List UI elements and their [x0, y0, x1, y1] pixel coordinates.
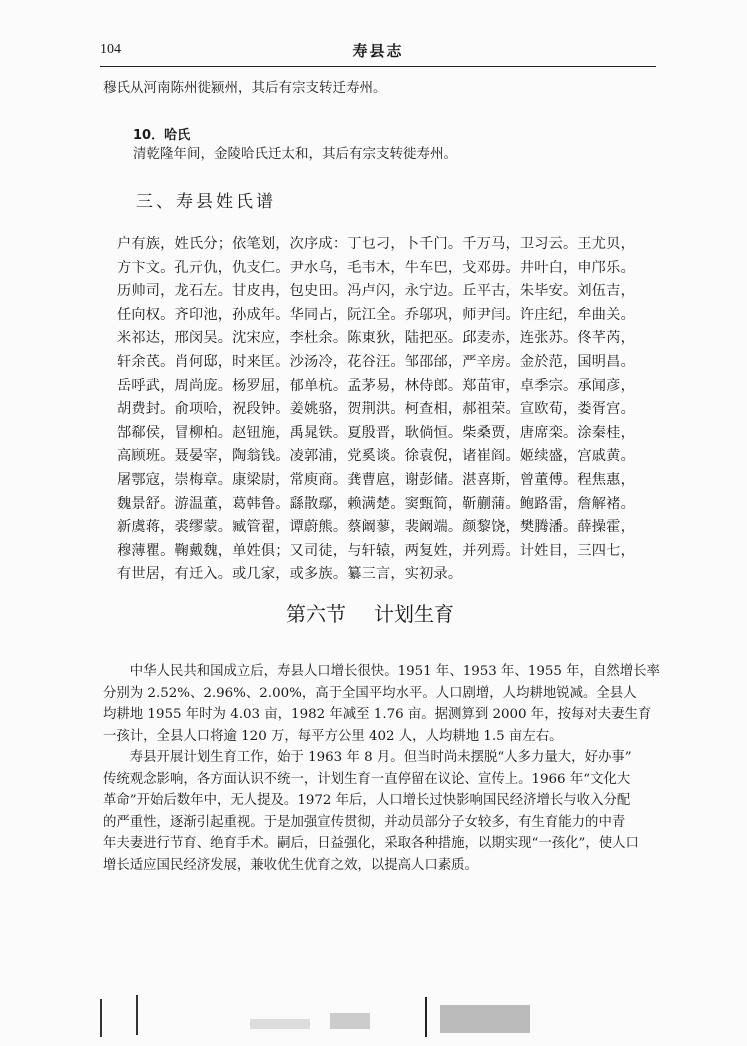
hashi-paragraph: 清乾隆年间，金陵哈氏迁太和，其后有宗支转徙寿州。	[133, 146, 457, 162]
rhyme-line: 胡费封。俞项哈，祝段钟。姜姚骆，贺荆洪。柯查相，郝祖荣。宣欧荀，娄胥宫。	[117, 401, 635, 418]
body-line: 寿县开展计划生育工作，始于 1963 年 8 月。但当时尚未摆脱“人多力量大，好办事”	[103, 750, 632, 765]
scan-artifacts	[100, 995, 700, 1039]
rhyme-line: 高顾班。聂晏宰，陶翁钱。凌郭浦，党奚谈。徐袁倪，诸崔阎。姬续盛，宫戚黄。	[117, 448, 635, 465]
body-line: 年夫妻进行节育、绝育手术。嗣后，日益强化，采取各种措施，以期实现“一孩化”，使人口	[103, 836, 639, 851]
rhyme-line: 户有族，姓氏分；依笔划，次序成：丁乜刁，卜千门。千万马，卫习云。王尤贝，	[117, 236, 635, 252]
rhyme-line: 方卞文。孔亓仇，仇支仁。尹水乌，毛韦木，牛车巴，戈邓毋。井叶白，申邝乐。	[117, 259, 635, 276]
body-line: 中华人民共和国成立后，寿县人口增长很快。1951 年、1953 年、1955 年，自然增长率	[103, 664, 660, 679]
scan-mark	[440, 1005, 530, 1033]
chapter-section-label: 第六节	[286, 602, 346, 626]
surname-rhyme	[117, 233, 665, 587]
page-number: 104	[100, 42, 121, 57]
rhyme-line: 任向权。齐印池，孙成年。华同占，阮江全。乔邬巩，师尹闫。许庄纪，牟曲关。	[117, 306, 635, 323]
rhyme-line: 轩余芪。肖何邸，时来匡。沙汤冷，花谷汪。邹邵邰，严辛房。金於范，国明昌。	[117, 353, 635, 370]
rhyme-line: 历帅司，龙石左。甘皮冉，包史田。冯卢闪，永宁边。丘平古，朱毕安。刘伍吉，	[117, 283, 635, 300]
rhyme-line: 屠鄂寇，崇梅章。康梁尉，常庾商。龚曹扈，谢彭储。湛喜斯，曾董傅。程焦惠，	[117, 471, 635, 488]
rhyme-line: 穆薄瞿。鞠戴魏，单姓俱；又司徒，与轩辕，两复姓，并列焉。计姓目，三四七，	[117, 542, 635, 559]
header-rule	[100, 66, 656, 67]
rhyme-line: 郜郗侯，冒柳柏。赵钮施，禹晁铁。夏殷晋，耿倘恒。柴桑贾，唐席栾。涂秦桂，	[117, 424, 635, 441]
hashi-heading: 10．哈氏	[133, 128, 191, 143]
rhyme-line: 魏景舒。游温董，葛韩鲁。繇散鄢，赖满楚。窦甄简，靳蒯蒲。鲍路雷，詹解褚。	[117, 495, 635, 512]
surname-section-heading: 三、寿县姓氏谱	[136, 192, 276, 212]
family-planning-body	[103, 661, 669, 876]
rhyme-line: 米祁达，邢闵吴。沈宋应，李杜余。陈東狄，陆把巫。邱麦赤，连张苏。佟芊芮，	[117, 330, 635, 347]
scan-mark	[250, 1019, 310, 1029]
body-line: 的严重性，逐渐引起重视。于是加强宣传贯彻，并动员部分子女较多，有生育能力的中青	[103, 814, 626, 830]
rhyme-line: 有世居，有迁入。或几家，或多族。纂三言，实初录。	[117, 566, 463, 583]
continued-paragraph: 穆氏从河南陈州徙颍州，其后有宗支转迁寿州。	[103, 80, 387, 96]
scan-mark	[330, 1013, 370, 1029]
scan-mark	[425, 997, 427, 1037]
chapter-heading	[286, 598, 454, 627]
scan-mark	[136, 995, 138, 1035]
scan-mark	[100, 999, 102, 1037]
body-line: 分别为 2.52%、2.96%、2.00%，高于全国平均水平。人口剧增，人均耕地锐减。全县人	[103, 685, 637, 701]
body-line: 增长适应国民经济发展，兼收优生优育之效，以提高人口素质。	[103, 857, 478, 873]
page-header	[100, 40, 656, 68]
body-line: 革命”开始后数年中，无人提及。1972 年后，人口增长过快影响国民经济增长与收入分配	[103, 793, 631, 808]
body-line: 均耕地 1955 年时为 4.03 亩，1982 年减至 1.76 亩。据测算到 2000 年，按每对夫妻生育	[103, 707, 652, 722]
rhyme-line: 岳呼武，周尚庞。杨罗屈，郁单杭。孟茅易，林侍郎。郑苗审，卓季宗。承闻彦，	[117, 377, 635, 394]
book-title: 寿县志	[352, 42, 404, 60]
chapter-title: 计划生育	[374, 602, 454, 626]
body-line: 传统观念影响，各方面认识不统一，计划生育一直停留在议论、宣传上。1966 年“文化大	[103, 771, 631, 787]
rhyme-line: 新虞蒋，裘缪蒙。臧管翟，谭蔚熊。蔡阚蓼，裴阚端。颜黎饶，樊腾潘。薛操霍，	[117, 519, 635, 536]
body-line: 一孩计，全县人口将逾 120 万，每平方公里 402 人，人均耕地 1.5 亩左右。	[103, 728, 563, 744]
